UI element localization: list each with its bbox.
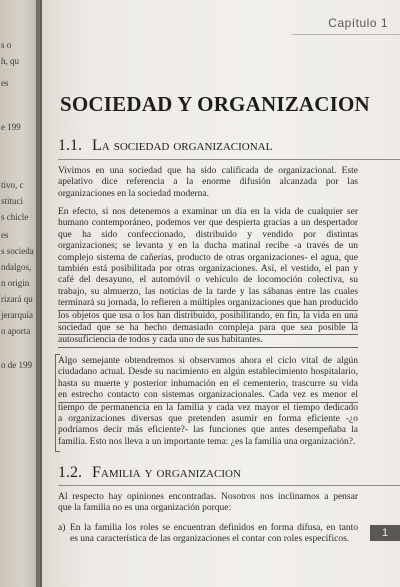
text-line: también está posibilitada por otras organizaciones. Así, el vestido, el pan y xyxy=(58,264,358,275)
facing-page-fragment: tivo, c xyxy=(1,180,24,190)
underlined-line: en estrecho contacto con sistemas organizacionales. Cada vez es menor el xyxy=(58,390,358,402)
text-line: apelativo dice referencia a la enorme difusión alcanzada por las xyxy=(58,177,358,188)
text-line: café del desayuno, el automóvil o vehículo de locomoción colectiva, su xyxy=(58,275,358,286)
text-line: humano contemporáneo, podemos ver que despierta gracias a un despertador xyxy=(58,218,358,229)
facing-page-fragment: jerarquía xyxy=(1,310,33,320)
text-line: familia. Esto nos lleva a un importante tema: ¿es la familia una organización?. xyxy=(58,436,356,447)
running-head: Capítulo 1 xyxy=(328,16,388,30)
page-number: 1 xyxy=(370,525,400,541)
list-text: En la familia los roles se encuentran definidos en forma difusa, en tanto xyxy=(70,523,358,533)
running-head-rule xyxy=(292,34,400,35)
section-title: Familia y organizacion xyxy=(92,464,241,481)
text-line: que ha sido confeccionado, distribuido y vendido por distintas xyxy=(58,229,358,240)
section-number: 1.1. xyxy=(58,137,82,154)
section-rule xyxy=(58,159,400,160)
facing-page-fragment: rizará qu xyxy=(1,294,33,304)
facing-page xyxy=(0,0,40,587)
section-heading-1-2 xyxy=(58,464,241,482)
facing-page-fragment: es xyxy=(1,230,9,240)
facing-page-fragment: o de 199 xyxy=(1,360,32,370)
text-line: complejo sistema de cañerías, producto de otras organizaciones- el agua, que xyxy=(58,252,358,263)
facing-page-fragment: h, qu xyxy=(1,56,19,66)
paragraph-4 xyxy=(58,492,358,515)
chapter-title: SOCIEDAD Y ORGANIZACION xyxy=(60,92,370,116)
text-line: En efecto, si nos detenemos a examinar un día en la vida de cualquier ser xyxy=(58,207,358,217)
facing-page-fragment: stituci xyxy=(1,196,23,206)
underlined-line: terminará su jornada, lo refieren a múltiples organizaciones que han producido xyxy=(58,298,358,310)
paragraph-2 xyxy=(58,207,358,348)
section-number: 1.2. xyxy=(58,464,82,481)
text-line: trabajo, su almuerzo, las noticias de la tarde y las sábanas entre las cuales xyxy=(58,286,358,297)
facing-page-fragment: e 199 xyxy=(1,122,21,132)
facing-page-fragment: ndalgos, xyxy=(1,262,32,272)
facing-page-fragment: o aporta xyxy=(1,326,31,336)
text-line: a organizaciones diversas que pretenden asumir en forma eficiente -¿o xyxy=(58,414,358,425)
text-line: tiempo de permanencia en la familia y cada vez mayor el tiempo dedicado xyxy=(58,402,358,413)
list-line xyxy=(58,523,358,534)
facing-page-fragment: n origin xyxy=(1,278,30,288)
facing-page-fragment: s o xyxy=(1,40,12,50)
list-line: es una característica de las organizaciones el contar con roles específicos. xyxy=(70,534,350,545)
list-item-a xyxy=(58,523,358,546)
text-line: hasta su muerte y posterior inhumación en el cementerio, trascurre su vida xyxy=(58,378,358,389)
section-heading-1-1 xyxy=(58,137,272,155)
facing-page-fragment: s chicle xyxy=(1,212,29,222)
text-line: ciudadano actual. Desde su nacimiento en algún establecimiento hospitalario, xyxy=(58,367,358,378)
book-page xyxy=(42,0,400,587)
facing-page-fragment: s socieda xyxy=(1,246,34,256)
text-line: Al respecto hay opiniones encontradas. Nosotros nos inclinamos a pensar xyxy=(58,492,358,502)
list-label: a) xyxy=(58,523,66,533)
underlined-line: autosuficiencia de todos y cada uno de sus habitantes. xyxy=(58,335,358,347)
text-line: organizaciones en la sociedad moderna. xyxy=(58,188,209,199)
section-rule xyxy=(58,485,400,486)
underlined-line: sociedad que se ha hecho demasiado compleja para que sea posible la xyxy=(58,323,358,335)
text-line: que la familia no es una organización porque: xyxy=(58,503,232,514)
paragraph-1 xyxy=(58,166,358,200)
text-line: organizaciones; se levanta y en la ducha matinal recibe -a través de un xyxy=(58,241,358,252)
paragraph-3 xyxy=(58,356,358,448)
facing-page-fragment: es xyxy=(1,78,9,88)
text-line: Vivimos en una sociedad que ha sido calificada de organizacional. Este xyxy=(58,166,358,176)
section-title: La sociedad organizacional xyxy=(92,137,273,154)
text-line: podríamos decir más eficiente?- las funciones que antes desempeñaba la xyxy=(58,425,358,436)
text-line: Algo semejante obtendremos si observamos ahora el ciclo vital de algún xyxy=(58,356,358,366)
underlined-line: los objetos que usa o los han distribuido, posibilitando, en fin, la vida en una xyxy=(58,311,358,323)
